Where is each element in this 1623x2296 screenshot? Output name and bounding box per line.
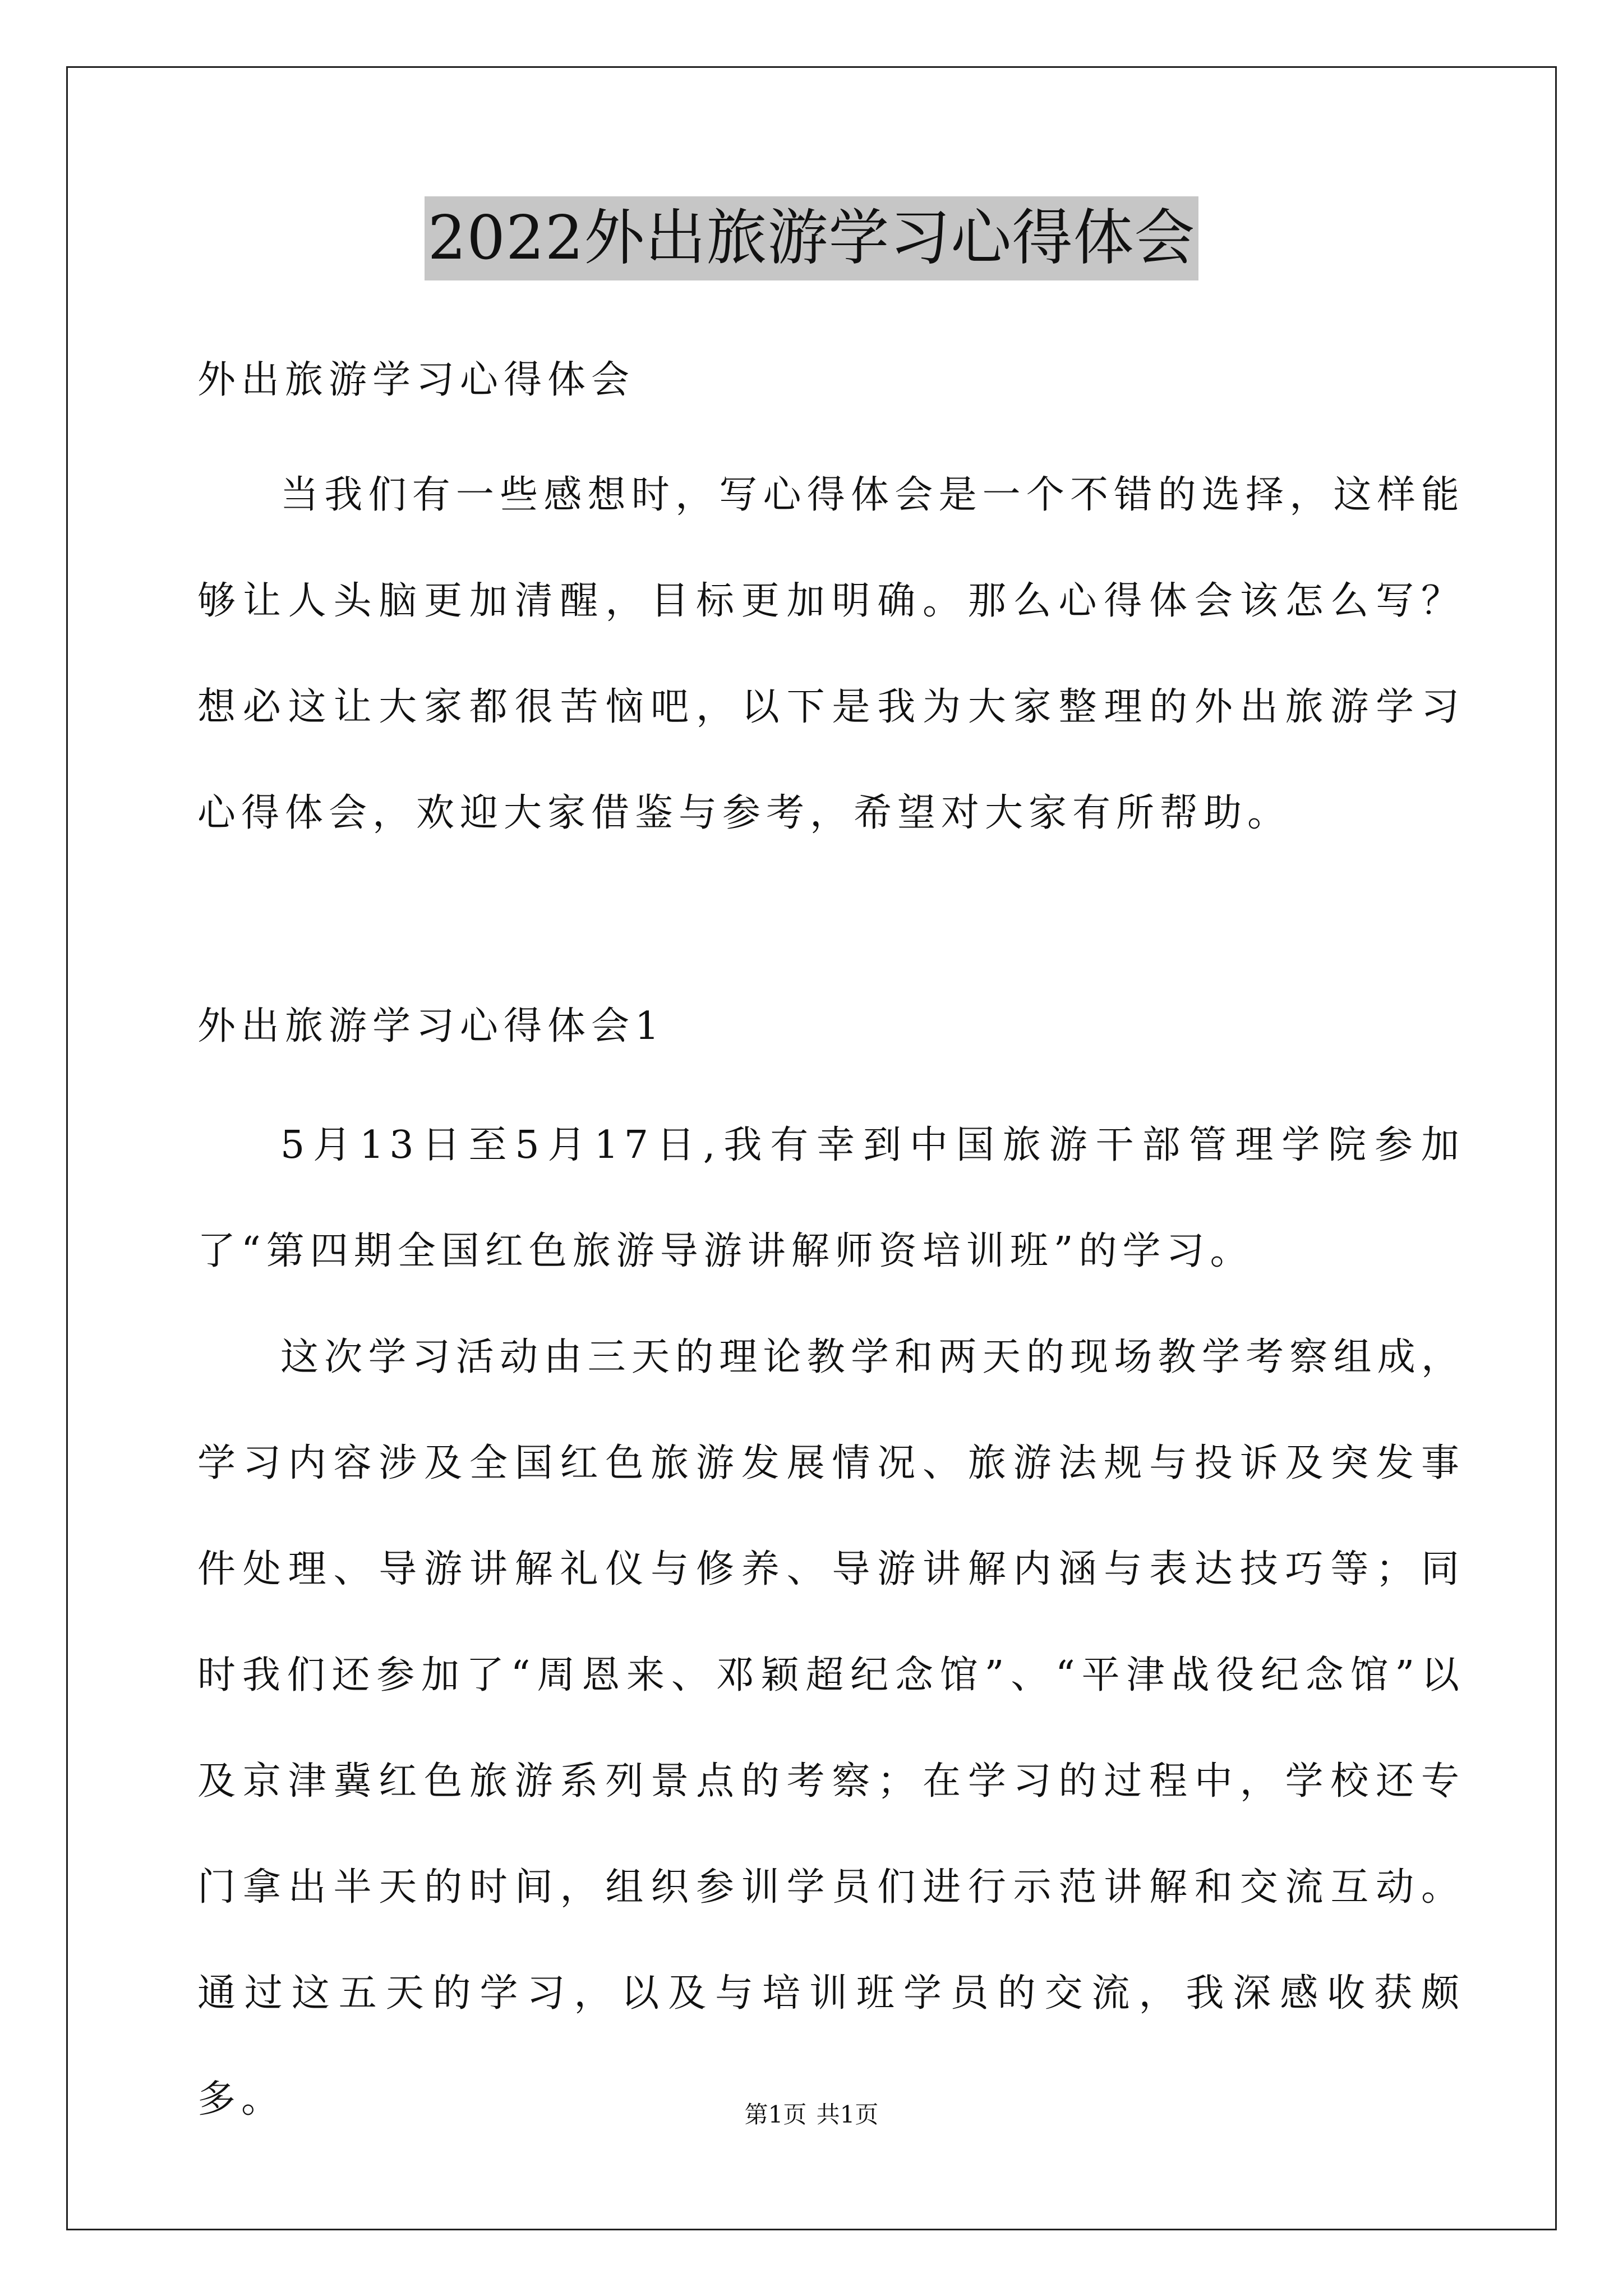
- intro-paragraph: 当我们有一些感想时，写心得体会是一个不错的选择，这样能够让人头脑更加清醒，目标更加明确。那么心得体会该怎么写？想必这让大家都很苦恼吧，以下是我为大家整理的外出旅游学习心得体会，欢迎大家借鉴与参考，希望对大家有所帮助。: [197, 473, 1465, 835]
- page-footer: 第1页 共1页: [744, 2101, 879, 2128]
- section-heading: 外出旅游学习心得体会1: [197, 1004, 665, 1048]
- title-container: [0, 196, 1623, 280]
- body-paragraph-1: 5月13日至5月17日,我有幸到中国旅游干部管理学院参加了“第四期全国红色旅游导游讲解师资培训班”的学习。: [197, 1123, 1465, 1273]
- body-paragraph-2: 这次学习活动由三天的理论教学和两天的现场教学考察组成，学习内容涉及全国红色旅游发展情况、旅游法规与投诉及突发事件处理、导游讲解礼仪与修养、导游讲解内涵与表达技巧等；同时我们还参加了“周恩来、邓颖超纪念馆”、“平津战役纪念馆”以及京津冀红色旅游系列景点的考察；在学习的过程中，学校还专门拿出半天的时间，组织参训学员们进行示范讲解和交流互动。通过这五天的学习，以及与培训班学员的交流，我深感收获颇多。: [197, 1335, 1465, 2122]
- document-subtitle: 外出旅游学习心得体会: [197, 358, 635, 402]
- document-title: 2022外出旅游学习心得体会: [425, 196, 1199, 280]
